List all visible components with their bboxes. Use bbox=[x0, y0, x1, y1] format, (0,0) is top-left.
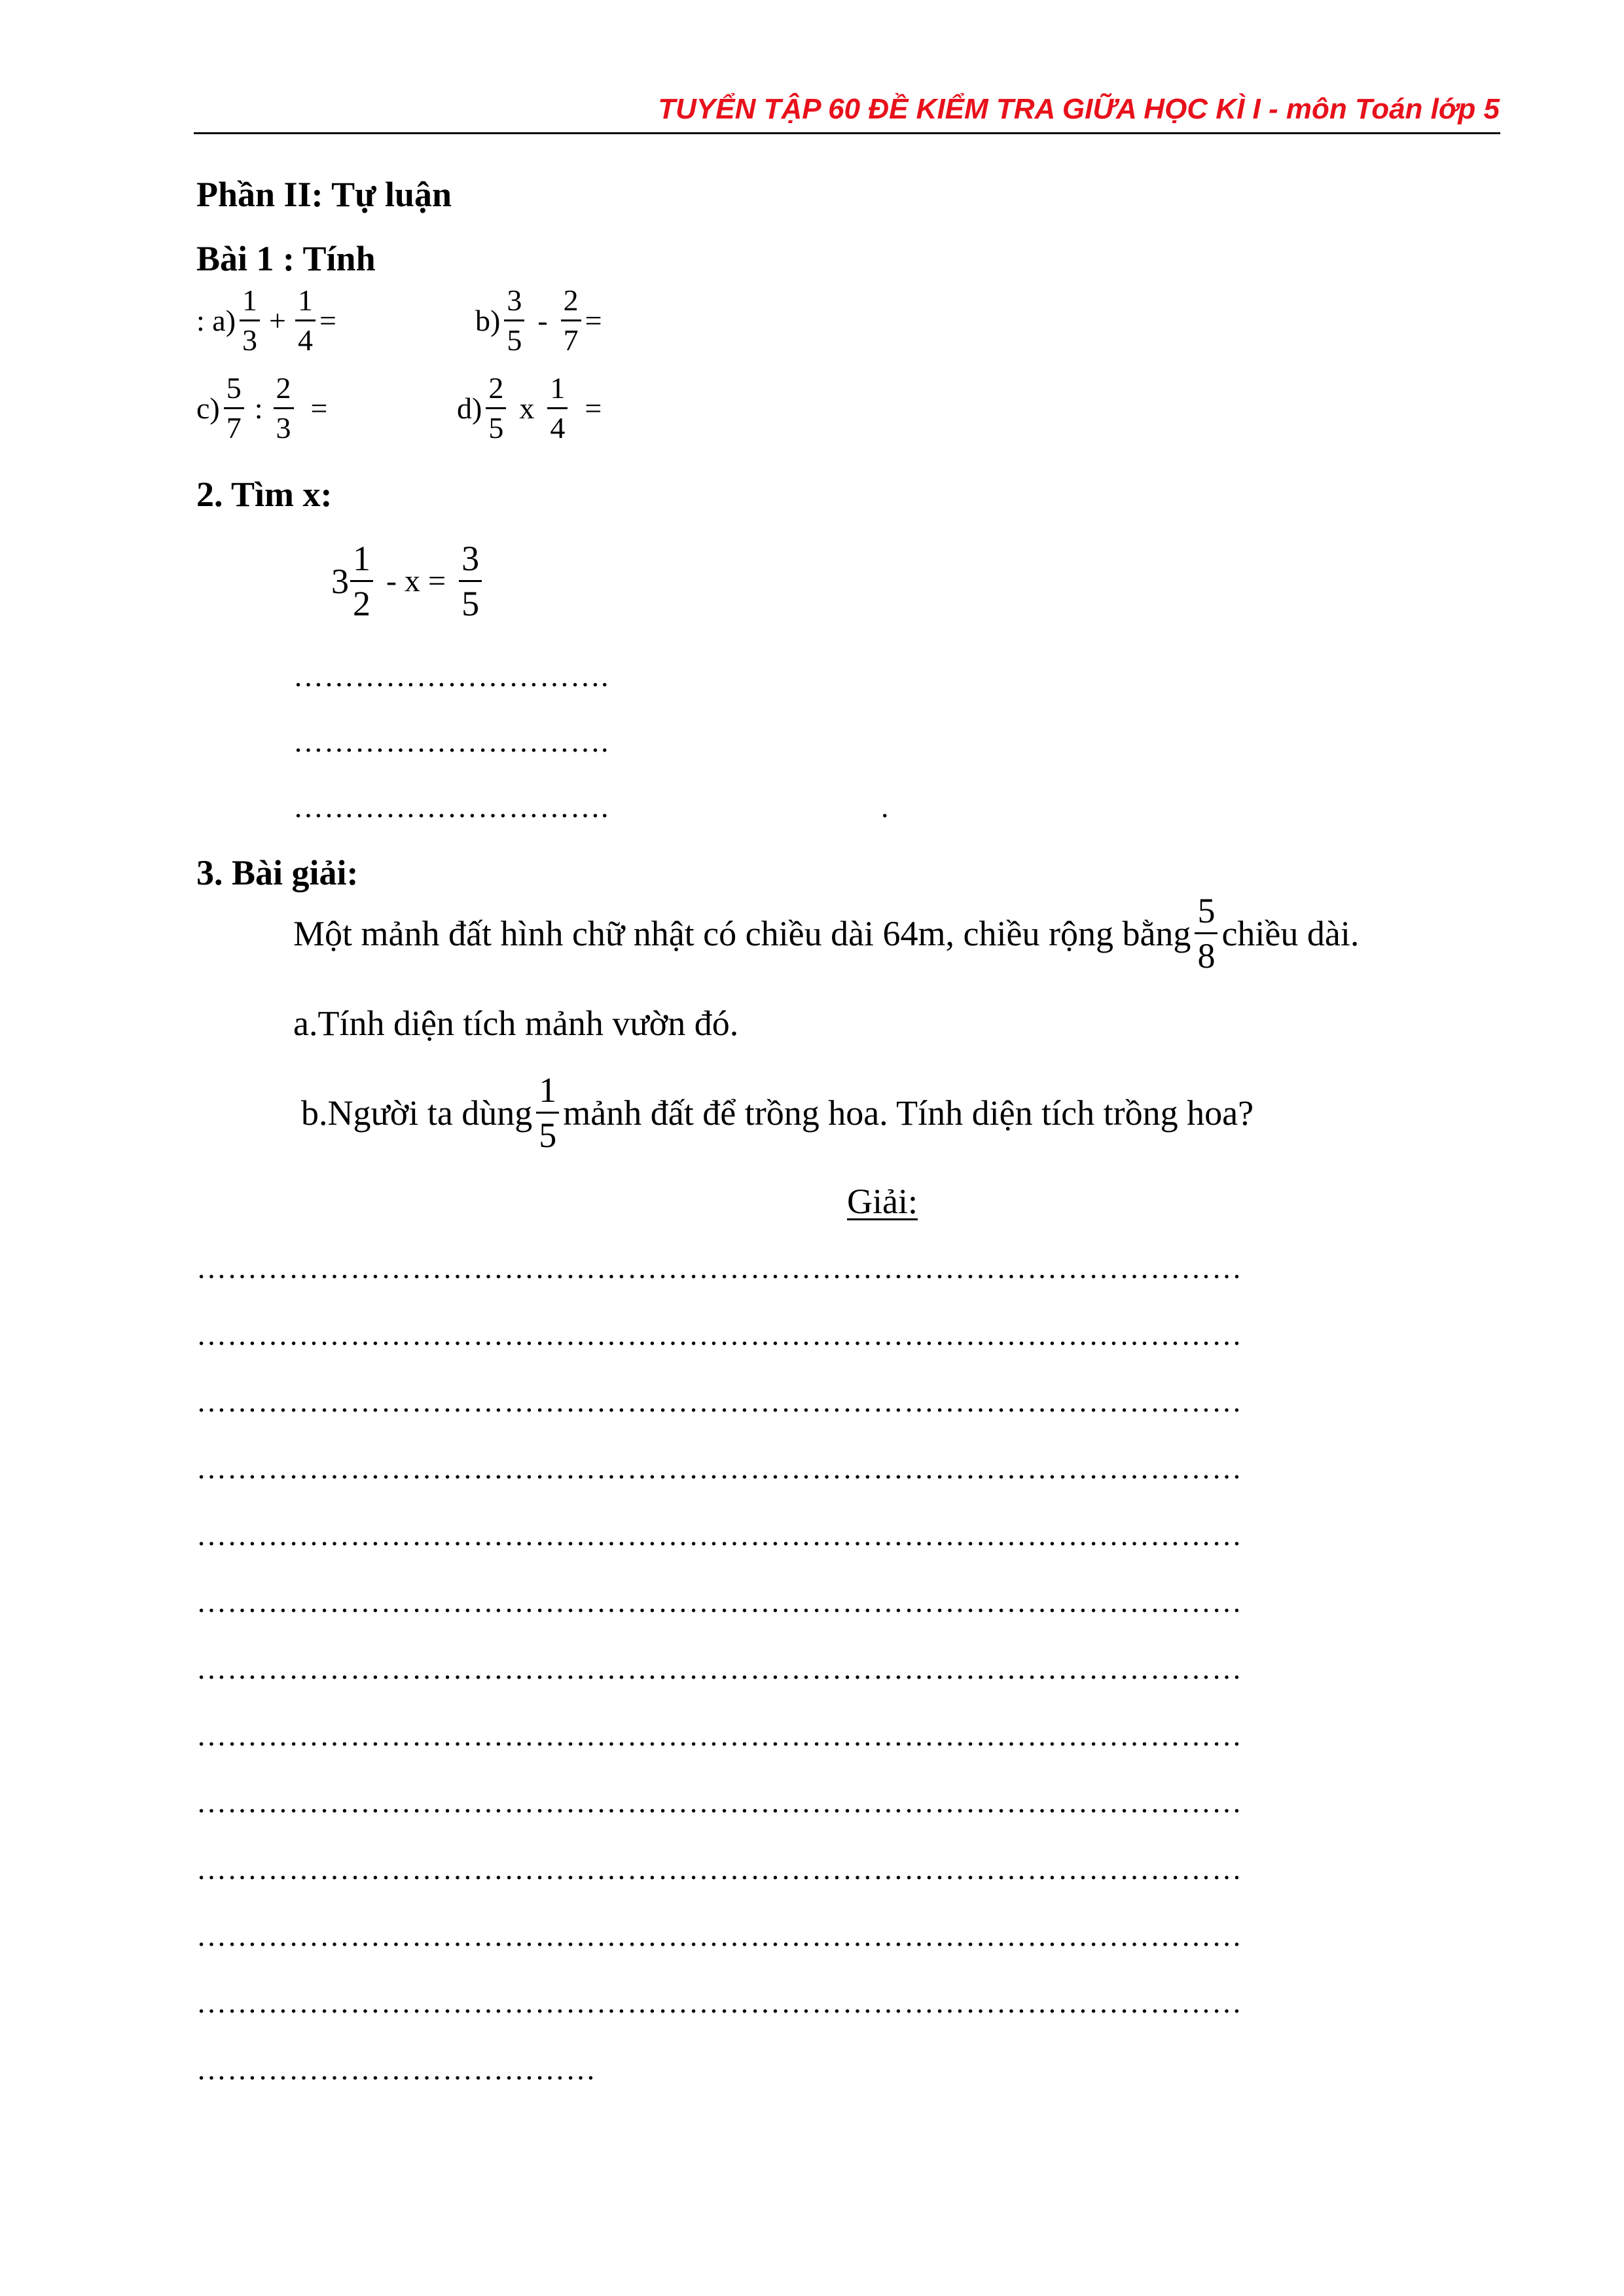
bai3-part-a: a.Tính diện tích mảnh vườn đó. bbox=[293, 1004, 739, 1043]
answer-line: ………………………………………………………………………………………… bbox=[196, 1986, 1242, 2019]
bai1-a-frac1 bbox=[240, 285, 260, 355]
bai1-b-frac2 bbox=[561, 285, 581, 355]
bai1-b-n2: 2 bbox=[563, 283, 579, 317]
bai1-b-n1: 3 bbox=[507, 283, 522, 317]
bai1-c-frac2 bbox=[274, 373, 294, 443]
answer-line: ………………………………………………………………………………………… bbox=[196, 1652, 1242, 1685]
bai1-a-n1: 1 bbox=[242, 283, 258, 317]
bai1-c-frac1 bbox=[224, 373, 244, 443]
bai1-a-n2: 1 bbox=[297, 283, 313, 317]
header-title: TUYỂN TẬP 60 ĐỀ KIỂM TRA GIỮA HỌC KÌ I - môn Toán lớp 5 bbox=[658, 93, 1500, 125]
bai1-d-n2: 1 bbox=[550, 371, 566, 405]
bai3-part-b-post: mảnh đất để trồng hoa. Tính diện tích trồng hoa? bbox=[563, 1093, 1254, 1133]
bai1-c-label: c) bbox=[196, 392, 220, 425]
bai3-part-b-frac bbox=[536, 1072, 559, 1153]
bai3-problem-frac bbox=[1195, 893, 1218, 974]
bai1-d-label: d) bbox=[457, 392, 482, 425]
bai1-b-eq: = bbox=[585, 304, 602, 337]
bai1-c-n1: 5 bbox=[226, 371, 242, 405]
bai1-c-op: : bbox=[254, 392, 263, 425]
bai1-item-b bbox=[475, 285, 602, 355]
answer-line: ………………………………………………………………………………………… bbox=[196, 1719, 1242, 1752]
answer-line: ………………………………………………………………………………………… bbox=[196, 1251, 1242, 1285]
bai1-b-d2: 7 bbox=[563, 323, 579, 357]
header-rule bbox=[194, 132, 1500, 134]
bai3-problem-pre: Một mảnh đất hình chữ nhật có chiều dài 64m, chiều rộng bằng bbox=[293, 913, 1191, 953]
bai3-heading: 3. Bài giải: bbox=[196, 853, 359, 892]
part-title: Phần II: Tự luận bbox=[196, 175, 452, 214]
answer-line: ………………………………………………………………………………………… bbox=[196, 1451, 1242, 1485]
bai2-frac2 bbox=[459, 541, 482, 621]
bai1-a-label: : a) bbox=[196, 304, 236, 337]
bai1-item-c bbox=[196, 373, 327, 443]
bai1-d-n1: 2 bbox=[488, 371, 504, 405]
bai1-a-d2: 4 bbox=[297, 323, 313, 357]
bai2-d1: 2 bbox=[353, 584, 370, 623]
bai2-frac1 bbox=[350, 541, 373, 621]
bai1-item-d bbox=[457, 373, 602, 443]
answer-line: ………………………………………………………………………………………… bbox=[196, 1919, 1242, 1952]
bai3-part-b-d: 5 bbox=[539, 1116, 557, 1155]
bai2-middle: - x = bbox=[386, 564, 446, 598]
bai2-n2: 3 bbox=[461, 539, 480, 578]
bai1-d-frac2 bbox=[547, 373, 568, 443]
bai1-b-op: - bbox=[537, 304, 548, 337]
bai2-dots-3: …………………………. bbox=[293, 790, 609, 824]
bai1-c-eq: = bbox=[310, 392, 328, 425]
bai3-part-b-pre: b.Người ta dùng bbox=[301, 1093, 533, 1133]
bai3-problem-n: 5 bbox=[1197, 891, 1216, 930]
bai2-dots-1: …………………………. bbox=[293, 659, 609, 693]
bai2-trailing-dot: . bbox=[881, 790, 890, 824]
bai1-d-op: x bbox=[519, 392, 535, 425]
answer-line: ………………………………………………………………………………………… bbox=[196, 1852, 1242, 1886]
bai3-part-b bbox=[301, 1072, 1254, 1153]
bai1-d-d1: 5 bbox=[488, 411, 504, 445]
answer-line: ………………………………………………………………………………………… bbox=[196, 1385, 1242, 1418]
bai3-problem-post: chiều dài. bbox=[1221, 913, 1360, 953]
bai2-dots-2: …………………………. bbox=[293, 725, 609, 758]
bai1-item-a bbox=[196, 285, 336, 355]
bai1-d-frac1 bbox=[486, 373, 506, 443]
bai1-a-eq: = bbox=[319, 304, 336, 337]
bai1-a-op: + bbox=[269, 304, 286, 337]
bai1-a-frac2 bbox=[295, 285, 316, 355]
bai1-b-label: b) bbox=[475, 304, 501, 337]
bai1-heading: Bài 1 : Tính bbox=[196, 239, 376, 278]
bai2-whole: 3 bbox=[331, 561, 349, 601]
bai1-d-eq: = bbox=[585, 392, 602, 425]
bai2-heading: 2. Tìm x: bbox=[196, 475, 333, 514]
bai1-d-d2: 4 bbox=[550, 411, 566, 445]
solution-label: Giải: bbox=[847, 1182, 918, 1221]
bai2-equation bbox=[331, 541, 486, 621]
bai1-b-d1: 5 bbox=[507, 323, 522, 357]
bai1-c-d1: 7 bbox=[226, 411, 242, 445]
bai1-a-d1: 3 bbox=[242, 323, 258, 357]
answer-line: ………………………………………………………………………………………… bbox=[196, 1518, 1242, 1552]
bai3-problem bbox=[293, 893, 1359, 974]
bai1-b-frac1 bbox=[504, 285, 524, 355]
bai1-c-d2: 3 bbox=[276, 411, 291, 445]
bai1-c-n2: 2 bbox=[276, 371, 291, 405]
bai2-d2: 5 bbox=[461, 584, 480, 623]
answer-line: ………………………………………………………………………………………… bbox=[196, 1785, 1242, 1819]
answer-line: ………………………………………………………………………………………… bbox=[196, 1585, 1242, 1618]
answer-line: ………………………………… bbox=[196, 2052, 596, 2086]
bai3-part-b-n: 1 bbox=[539, 1070, 557, 1110]
bai3-problem-d: 8 bbox=[1197, 936, 1216, 975]
bai2-n1: 1 bbox=[353, 539, 370, 578]
answer-line: ………………………………………………………………………………………… bbox=[196, 1318, 1242, 1351]
